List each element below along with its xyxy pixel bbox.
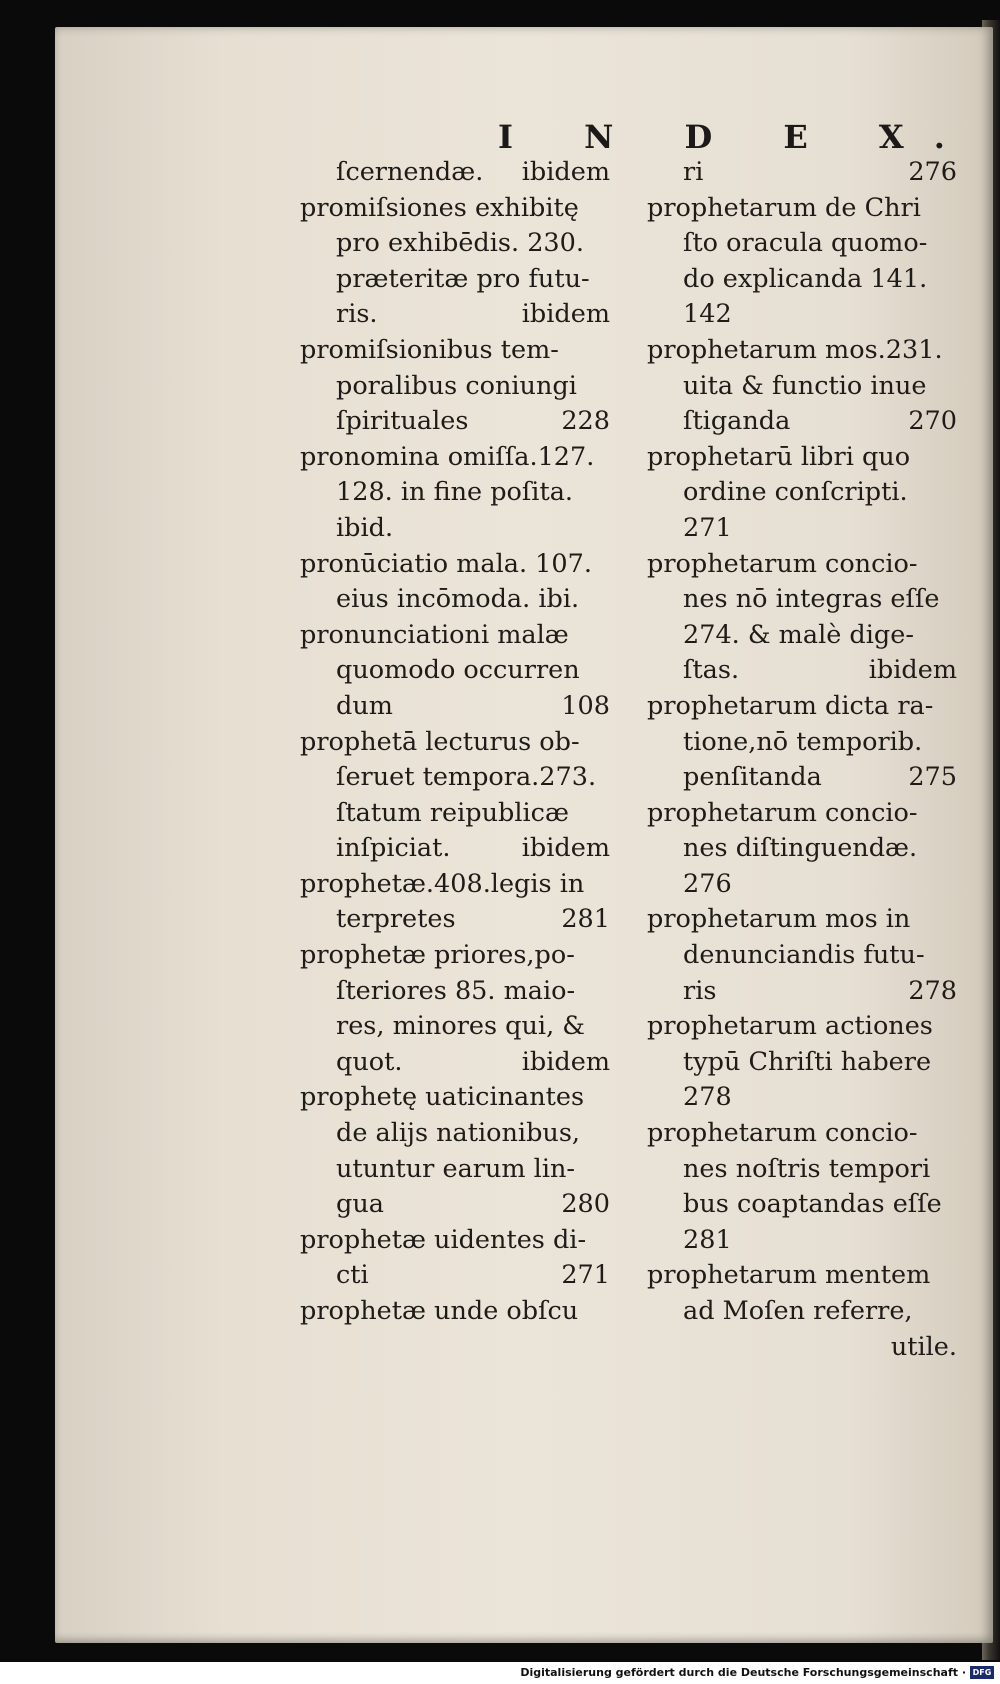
index-entry-text: ris <box>683 975 717 1006</box>
index-entry-text: ri <box>683 157 704 187</box>
index-page-ref: ibidem <box>521 1046 610 1077</box>
index-entry-line <box>647 1223 957 1259</box>
index-entry-text: prophetarum concio- <box>647 1118 918 1149</box>
index-entry-text: pronunciationi malæ <box>300 619 569 650</box>
index-entry-text: ad Moſen referre, <box>683 1296 913 1326</box>
right-index-column <box>647 155 957 1365</box>
index-entry-line <box>300 582 610 618</box>
index-entry-text: tione,nō temporib. <box>683 726 923 757</box>
index-page-ref: 228 <box>561 406 610 437</box>
index-entry-line <box>300 618 610 654</box>
index-page-ref: 275 <box>908 762 957 793</box>
index-entry-text: dum <box>336 690 393 721</box>
index-entry-line <box>300 831 610 867</box>
index-entry-text: nes diſtinguendæ. <box>683 833 918 864</box>
index-entry-text: denunciandis futu- <box>683 940 925 971</box>
index-entry-text: pronomina omiſſa.127. <box>300 441 595 472</box>
index-entry-line <box>647 867 957 903</box>
index-entry-text: 271 <box>683 512 732 543</box>
index-entry-line <box>300 938 610 974</box>
index-entry-text: prophetæ unde obſcu <box>300 1296 579 1326</box>
index-entry-line <box>647 725 957 761</box>
index-page-ref: 281 <box>561 904 610 935</box>
index-entry-text: do explicanda 141. <box>683 263 928 294</box>
index-entry-text: prophetarum actiones <box>647 1011 933 1042</box>
index-entry-text: prophetarum dicta ra- <box>647 690 934 721</box>
index-entry-text: nes nō integras eſſe <box>683 584 940 615</box>
index-page-ref: ibidem <box>521 833 610 864</box>
index-entry-text: prophetę uaticinantes <box>300 1082 585 1113</box>
index-entry-text: prophetarum mos.231. <box>647 334 943 365</box>
index-page-ref: ibidem <box>521 157 610 187</box>
index-entry-line <box>300 511 610 547</box>
index-page-ref: 278 <box>908 975 957 1006</box>
index-entry-text: 281 <box>683 1224 732 1255</box>
index-entry-text: prophetæ.408.legis in <box>300 868 585 899</box>
index-entry-text: 276 <box>683 868 732 899</box>
index-entry-line <box>647 653 957 689</box>
index-entry-line <box>647 511 957 547</box>
index-entry-text: prophetarū libri quo <box>647 441 911 472</box>
page-header: I N D E X. <box>498 118 975 156</box>
index-page-ref: 280 <box>561 1189 610 1220</box>
index-entry-line <box>300 475 610 511</box>
index-page-ref: 270 <box>908 406 957 437</box>
index-entry-line <box>300 1116 610 1152</box>
index-entry-line <box>300 547 610 583</box>
index-entry-text: gua <box>336 1189 384 1220</box>
index-entry-line <box>647 1080 957 1116</box>
index-entry-text: 128. in fine poſita. <box>336 477 574 508</box>
index-entry-line <box>647 689 957 725</box>
index-entry-line <box>647 1116 957 1152</box>
index-entry-line <box>300 262 610 298</box>
index-entry-line <box>300 725 610 761</box>
index-entry-line <box>300 155 610 191</box>
index-entry-text: poralibus coniungi <box>336 370 577 401</box>
index-entry-line <box>300 974 610 1010</box>
index-entry-line <box>300 333 610 369</box>
index-entry-text: ordine conſcripti. <box>683 477 908 508</box>
index-entry-text: prophetæ uidentes di- <box>300 1224 587 1255</box>
index-page-ref: ibidem <box>868 655 957 686</box>
index-entry-text: ſteriores 85. maio- <box>336 975 576 1006</box>
index-entry-line <box>647 1045 957 1081</box>
index-entry-text: utuntur earum lin- <box>336 1153 576 1184</box>
index-entry-line <box>300 1223 610 1259</box>
index-entry-line <box>647 582 957 618</box>
index-entry-text: terpretes <box>336 904 456 935</box>
index-entry-line <box>647 902 957 938</box>
index-entry-text: 274. & malè dige- <box>683 619 914 650</box>
index-entry-line <box>300 440 610 476</box>
index-entry-line <box>647 369 957 405</box>
index-entry-line <box>300 760 610 796</box>
index-entry-text: de alijs nationibus, <box>336 1118 581 1149</box>
index-entry-line <box>647 333 957 369</box>
index-entry-text: prophetarum concio- <box>647 797 918 828</box>
index-entry-line <box>647 226 957 262</box>
index-entry-line <box>647 475 957 511</box>
index-entry-line <box>300 1045 610 1081</box>
index-entry-line <box>647 1152 957 1188</box>
index-entry-line <box>647 831 957 867</box>
index-entry-text: quomodo occurren <box>336 655 580 686</box>
index-entry-line <box>300 1080 610 1116</box>
index-entry-line <box>300 1294 610 1330</box>
index-entry-line <box>300 191 610 227</box>
index-entry-line <box>300 796 610 832</box>
index-entry-text: penſitanda <box>683 762 822 793</box>
index-entry-line <box>647 618 957 654</box>
index-entry-line <box>647 1187 957 1223</box>
index-entry-line <box>647 760 957 796</box>
index-entry-text: ris. <box>336 299 378 330</box>
index-entry-text: ſpirituales <box>336 406 469 437</box>
index-page-ref: ibidem <box>521 299 610 330</box>
index-entry-text: ibid. <box>336 512 394 543</box>
index-entry-line <box>647 1258 957 1294</box>
index-entry-text: ſcernendæ. <box>336 157 484 187</box>
index-entry-line <box>647 974 957 1010</box>
index-entry-line <box>300 653 610 689</box>
index-entry-line <box>647 1009 957 1045</box>
index-entry-line <box>647 262 957 298</box>
digitization-credit: Digitalisierung gefördert durch die Deutsche Forschungsgemeinschaft · <box>520 1666 966 1679</box>
index-page-ref: 276 <box>908 157 957 187</box>
index-entry-text: prophetarum concio- <box>647 548 918 579</box>
index-entry-text: inſpiciat. <box>336 833 451 864</box>
index-entry-text: ſtiganda <box>683 406 791 437</box>
index-entry-line <box>300 404 610 440</box>
left-index-column <box>300 155 610 1330</box>
index-page-ref: 271 <box>561 1260 610 1291</box>
index-entry-text: cti <box>336 1260 369 1291</box>
index-entry-text: præteritæ pro futu- <box>336 263 590 294</box>
index-entry-text: prophetarum mentem <box>647 1260 931 1291</box>
index-entry-text: ſeruet tempora.273. <box>336 762 597 793</box>
index-entry-text: 142 <box>683 299 732 330</box>
index-entry-text: prophetarum mos in <box>647 904 911 935</box>
index-entry-line <box>300 297 610 333</box>
index-entry-line <box>647 1294 957 1330</box>
index-entry-text: 278 <box>683 1082 732 1113</box>
index-entry-text: uita & functio inue <box>683 370 927 401</box>
index-entry-line <box>300 1009 610 1045</box>
index-entry-text: eius incōmoda. ibi. <box>336 584 580 615</box>
index-entry-text: prophetæ priores,po- <box>300 940 575 971</box>
index-entry-text: nes noſtris tempori <box>683 1153 931 1184</box>
index-entry-line <box>300 867 610 903</box>
index-entry-text: promiſsionibus tem- <box>300 334 559 365</box>
index-entry-text: typū Chriſti habere <box>683 1046 932 1077</box>
index-entry-line <box>647 796 957 832</box>
index-entry-line <box>647 547 957 583</box>
index-page-ref: 108 <box>561 690 610 721</box>
index-entry-text: promiſsiones exhibitę <box>300 192 579 223</box>
index-entry-line <box>300 1258 610 1294</box>
index-entry-text: prophetā lecturus ob- <box>300 726 580 757</box>
index-entry-line <box>647 440 957 476</box>
dfg-logo: DFG <box>970 1666 994 1679</box>
index-entry-line <box>647 191 957 227</box>
index-entry-text: ſtas. <box>683 655 740 686</box>
index-entry-text: ſtatum reipublicæ <box>336 797 569 828</box>
index-entry-text: res, minores qui, & <box>336 1011 585 1042</box>
index-entry-line <box>300 226 610 262</box>
index-entry-line <box>647 297 957 333</box>
index-entry-line <box>300 369 610 405</box>
index-entry-line <box>300 902 610 938</box>
index-entry-text: pronūciatio mala. 107. <box>300 548 592 579</box>
index-entry-line <box>647 155 957 191</box>
index-entry-text: utile. <box>890 1331 957 1362</box>
index-entry-line <box>647 404 957 440</box>
index-entry-line <box>647 938 957 974</box>
index-entry-text: bus coaptandas eſſe <box>683 1189 942 1220</box>
index-entry-text: pro exhibēdis. 230. <box>336 228 584 259</box>
index-entry-line <box>300 1152 610 1188</box>
index-entry-line <box>300 689 610 725</box>
index-entry-line <box>300 1187 610 1223</box>
index-entry-text: ſto oracula quomo- <box>683 228 928 259</box>
index-entry-text: prophetarum de Chri <box>647 192 921 223</box>
index-entry-line <box>647 1330 957 1366</box>
index-entry-text: quot. <box>336 1046 403 1077</box>
